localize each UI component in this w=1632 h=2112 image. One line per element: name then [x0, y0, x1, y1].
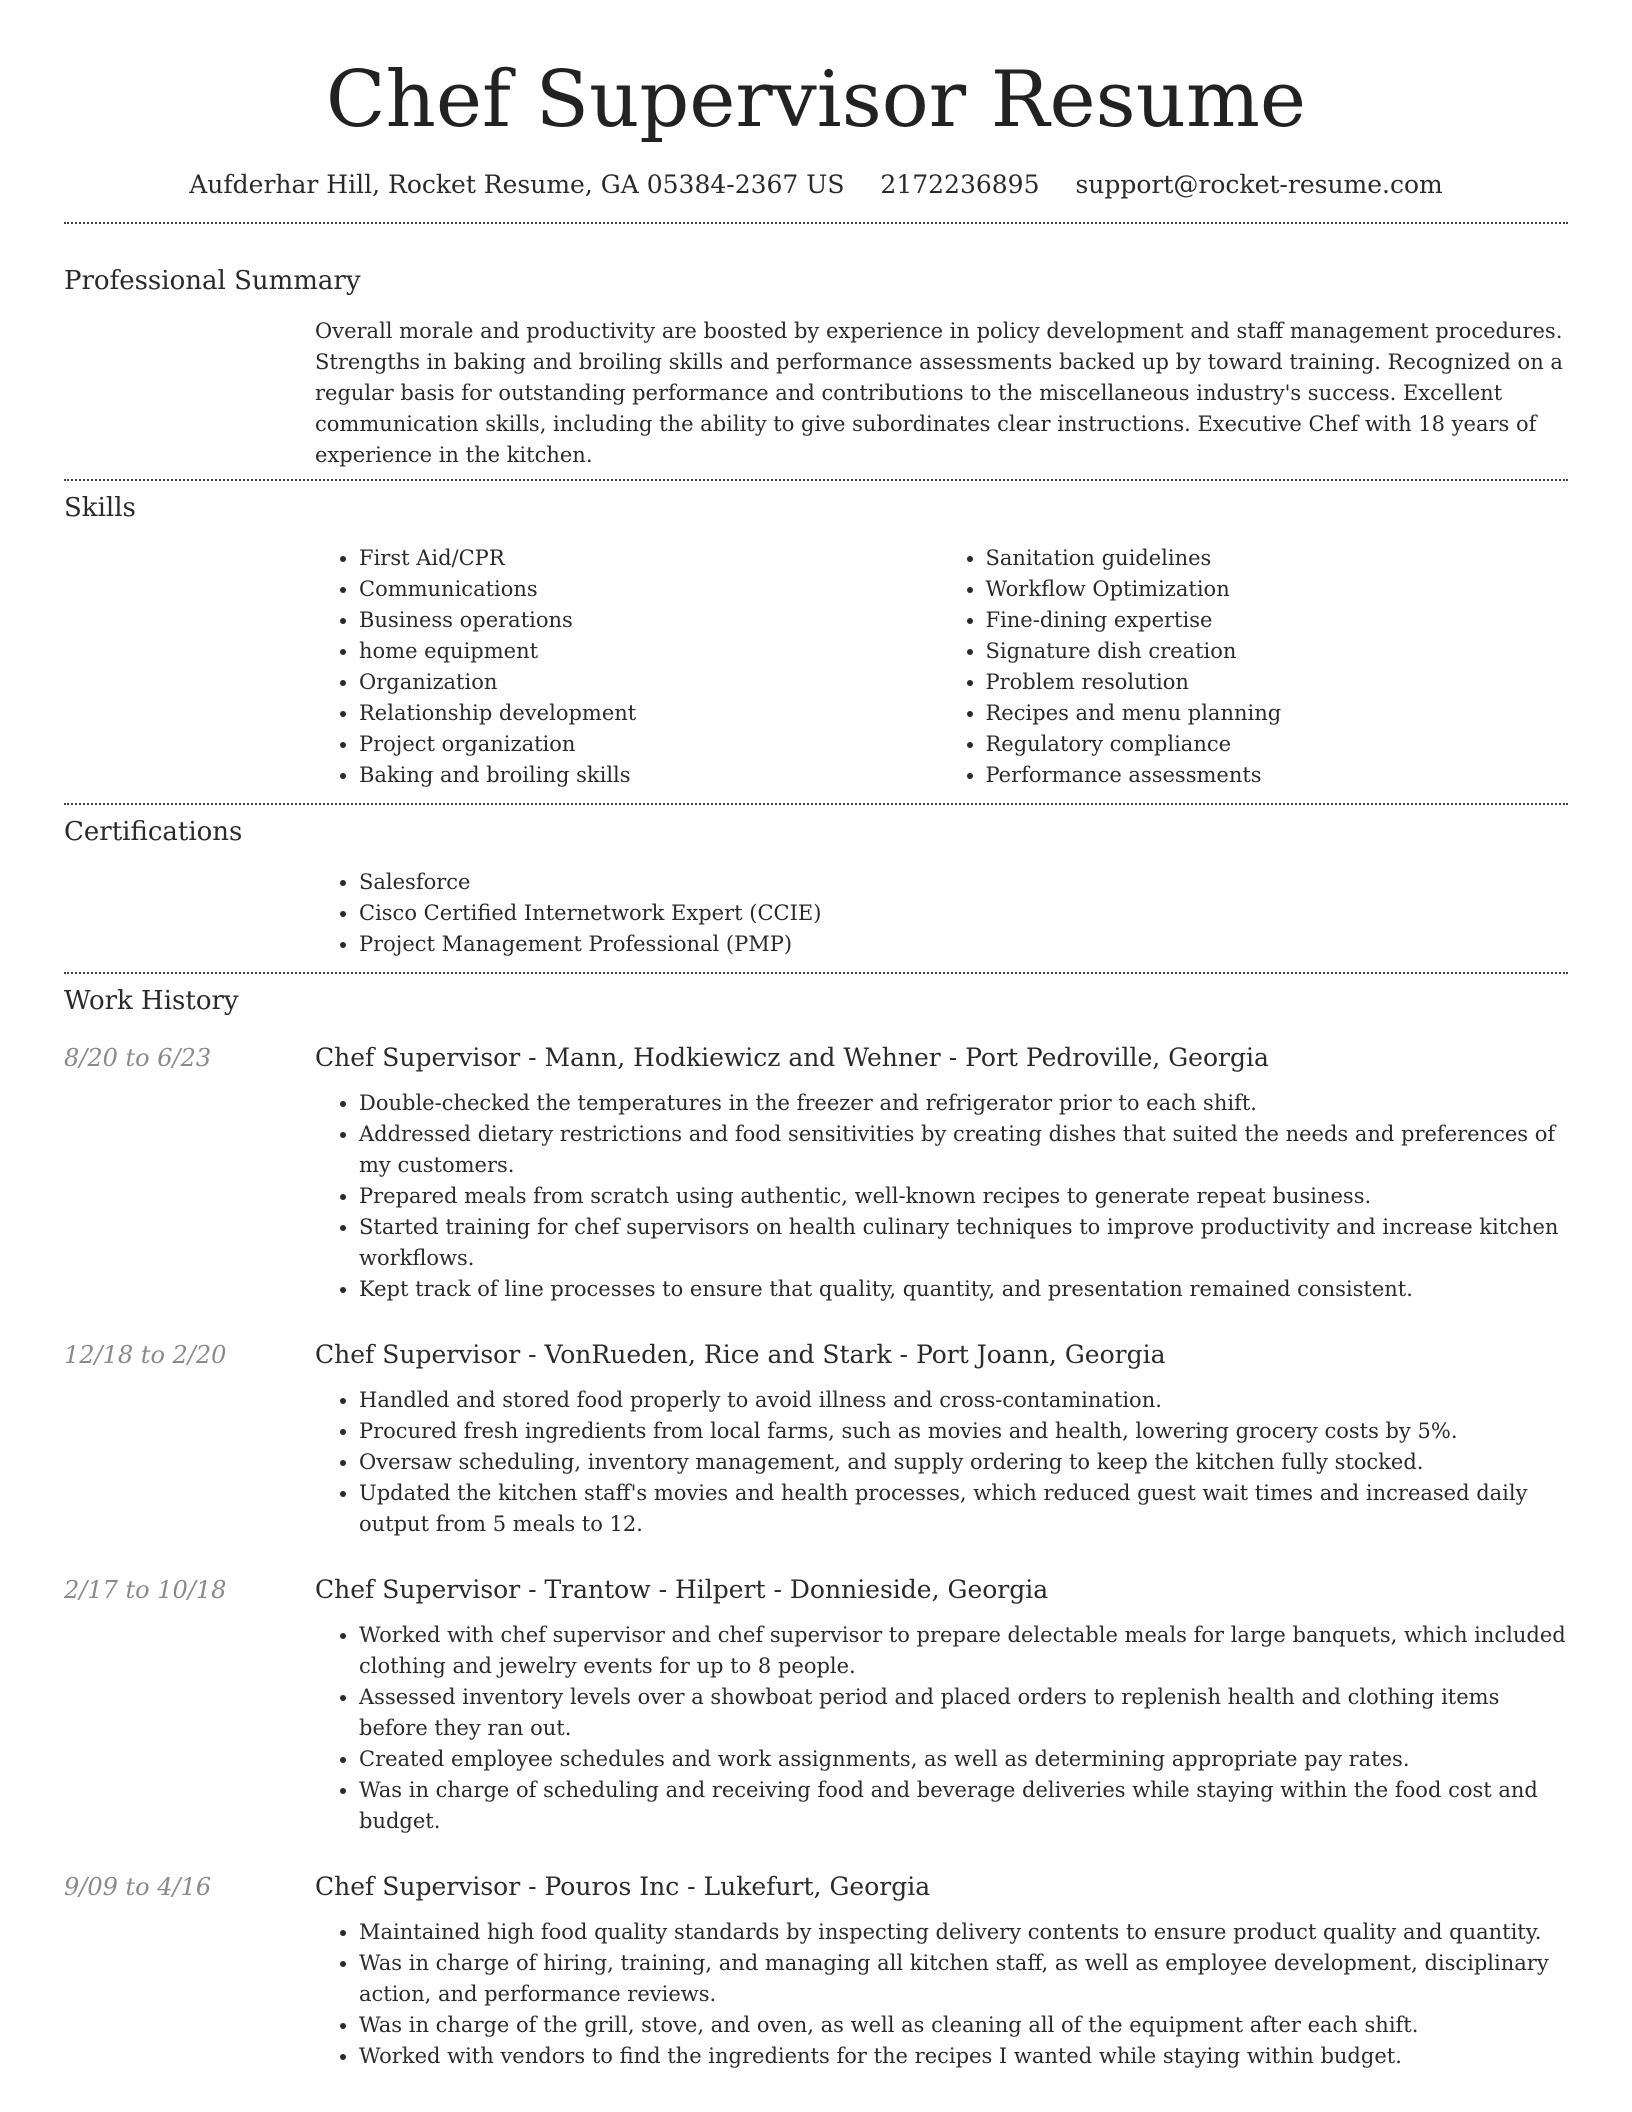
skills-list-right: [942, 543, 1569, 791]
list-item: • Recipes and menu planning: [986, 698, 1569, 729]
job-entry: [64, 1871, 1568, 2072]
certifications-heading: Certifications: [64, 817, 243, 847]
list-item: • home equipment: [359, 636, 942, 667]
job-details: [315, 1339, 1568, 1540]
list-item: • Workflow Optimization: [986, 574, 1569, 605]
job-entry: [64, 1339, 1568, 1540]
list-item: • First Aid/CPR: [359, 543, 942, 574]
summary-heading: Professional Summary: [64, 266, 361, 296]
summary-section: [64, 264, 1568, 471]
summary-text: Overall morale and productivity are boosted by experience in policy development and staff management procedures. Strengths in baking and broiling skills and performance assessments backed up by toward training. Recognized on a regular basis for outstanding performance and contributions to the miscellaneous industry's success. Excellent communication skills, including the ability to give subordinates clear instructions. Executive Chef with 18 years of experience in the kitchen.: [315, 319, 1563, 467]
list-item: • Sanitation guidelines: [986, 543, 1569, 574]
certifications-divider: [64, 972, 1568, 974]
contact-phone: 2172236895: [880, 170, 1040, 199]
summary-body: [315, 316, 1568, 471]
skills-list-left: [315, 543, 942, 791]
list-item: • Assessed inventory levels over a showboat period and placed orders to replenish health and clothing items before they ran out.: [359, 1682, 1568, 1744]
list-item: • Maintained high food quality standards by inspecting delivery contents to ensure product quality and quantity.: [359, 1917, 1568, 1948]
list-item: • Procured fresh ingredients from local farms, such as movies and health, lowering grocery costs by 5%.: [359, 1416, 1568, 1447]
job-dates: 9/09 to 4/16: [64, 1873, 212, 1901]
list-item: • Oversaw scheduling, inventory management, and supply ordering to keep the kitchen fully stocked.: [359, 1447, 1568, 1478]
work-history-heading: Work History: [64, 986, 239, 1016]
skills-divider: [64, 803, 1568, 805]
list-item: • Salesforce: [359, 867, 1568, 898]
list-item: • Was in charge of hiring, training, and managing all kitchen staff, as well as employee development, disciplinary action, and performance reviews.: [359, 1948, 1568, 2010]
list-item: • Relationship development: [359, 698, 942, 729]
skills-heading: Skills: [64, 493, 136, 523]
list-item: • Fine-dining expertise: [986, 605, 1569, 636]
list-item: • Worked with chef supervisor and chef supervisor to prepare delectable meals for large banquets, which included clothing and jewelry events for up to 8 people.: [359, 1620, 1568, 1682]
job-entry: [64, 1574, 1568, 1837]
job-title: Chef Supervisor - Mann, Hodkiewicz and Wehner - Port Pedroville, Georgia: [315, 1043, 1269, 1072]
list-item: • Business operations: [359, 605, 942, 636]
job-title: Chef Supervisor - Pouros Inc - Lukefurt, Georgia: [315, 1872, 931, 1901]
list-item: • Project Management Professional (PMP): [359, 929, 1568, 960]
list-item: • Addressed dietary restrictions and food sensitivities by creating dishes that suited the needs and preferences of my customers.: [359, 1119, 1568, 1181]
job-bullets: [315, 1385, 1568, 1540]
list-item: • Updated the kitchen staff's movies and health processes, which reduced guest wait times and increased daily output from 5 meals to 12.: [359, 1478, 1568, 1540]
list-item: • Was in charge of the grill, stove, and oven, as well as cleaning all of the equipment after each shift.: [359, 2010, 1568, 2041]
contact-line: [64, 168, 1568, 202]
list-item: • Communications: [359, 574, 942, 605]
work-history-section: [64, 984, 1568, 2072]
list-item: • Started training for chef supervisors on health culinary techniques to improve productivity and increase kitchen workflows.: [359, 1212, 1568, 1274]
header-divider: [64, 222, 1568, 224]
job-dates: 8/20 to 6/23: [64, 1044, 212, 1072]
job-dates: 12/18 to 2/20: [64, 1341, 227, 1369]
list-item: • Kept track of line processes to ensure that quality, quantity, and presentation remained consistent.: [359, 1274, 1568, 1305]
contact-email: support@rocket-resume.com: [1075, 170, 1443, 199]
job-bullets: [315, 1088, 1568, 1305]
job-title: Chef Supervisor - Trantow - Hilpert - Donnieside, Georgia: [315, 1575, 1049, 1604]
job-details: [315, 1574, 1568, 1837]
list-item: • Problem resolution: [986, 667, 1569, 698]
list-item: • Regulatory compliance: [986, 729, 1569, 760]
list-item: • Performance assessments: [986, 760, 1569, 791]
list-item: • Cisco Certified Internetwork Expert (CCIE): [359, 898, 1568, 929]
list-item: • Baking and broiling skills: [359, 760, 942, 791]
certifications-list: [315, 867, 1568, 960]
list-item: • Prepared meals from scratch using authentic, well-known recipes to generate repeat business.: [359, 1181, 1568, 1212]
job-details: [315, 1871, 1568, 2072]
list-item: • Created employee schedules and work assignments, as well as determining appropriate pay rates.: [359, 1744, 1568, 1775]
job-entry: [64, 1042, 1568, 1305]
skills-section: [64, 491, 1568, 791]
skills-grid: [315, 543, 1568, 791]
contact-address: Aufderhar Hill, Rocket Resume, GA 05384-2367 US: [189, 170, 845, 199]
certifications-body: [315, 867, 1568, 960]
job-dates: 2/17 to 10/18: [64, 1576, 227, 1604]
list-item: • Handled and stored food properly to avoid illness and cross-contamination.: [359, 1385, 1568, 1416]
job-details: [315, 1042, 1568, 1305]
list-item: • Organization: [359, 667, 942, 698]
job-title: Chef Supervisor - VonRueden, Rice and Stark - Port Joann, Georgia: [315, 1340, 1166, 1369]
job-bullets: [315, 1917, 1568, 2072]
list-item: • Project organization: [359, 729, 942, 760]
list-item: • Worked with vendors to find the ingredients for the recipes I wanted while staying within budget.: [359, 2041, 1568, 2072]
resume-page: [64, 0, 1568, 2072]
list-item: • Signature dish creation: [986, 636, 1569, 667]
certifications-section: [64, 815, 1568, 960]
job-bullets: [315, 1620, 1568, 1837]
list-item: • Was in charge of scheduling and receiving food and beverage deliveries while staying within the food cost and budget.: [359, 1775, 1568, 1837]
summary-divider: [64, 479, 1568, 481]
list-item: • Double-checked the temperatures in the freezer and refrigerator prior to each shift.: [359, 1088, 1568, 1119]
resume-title: Chef Supervisor Resume: [325, 55, 1307, 145]
